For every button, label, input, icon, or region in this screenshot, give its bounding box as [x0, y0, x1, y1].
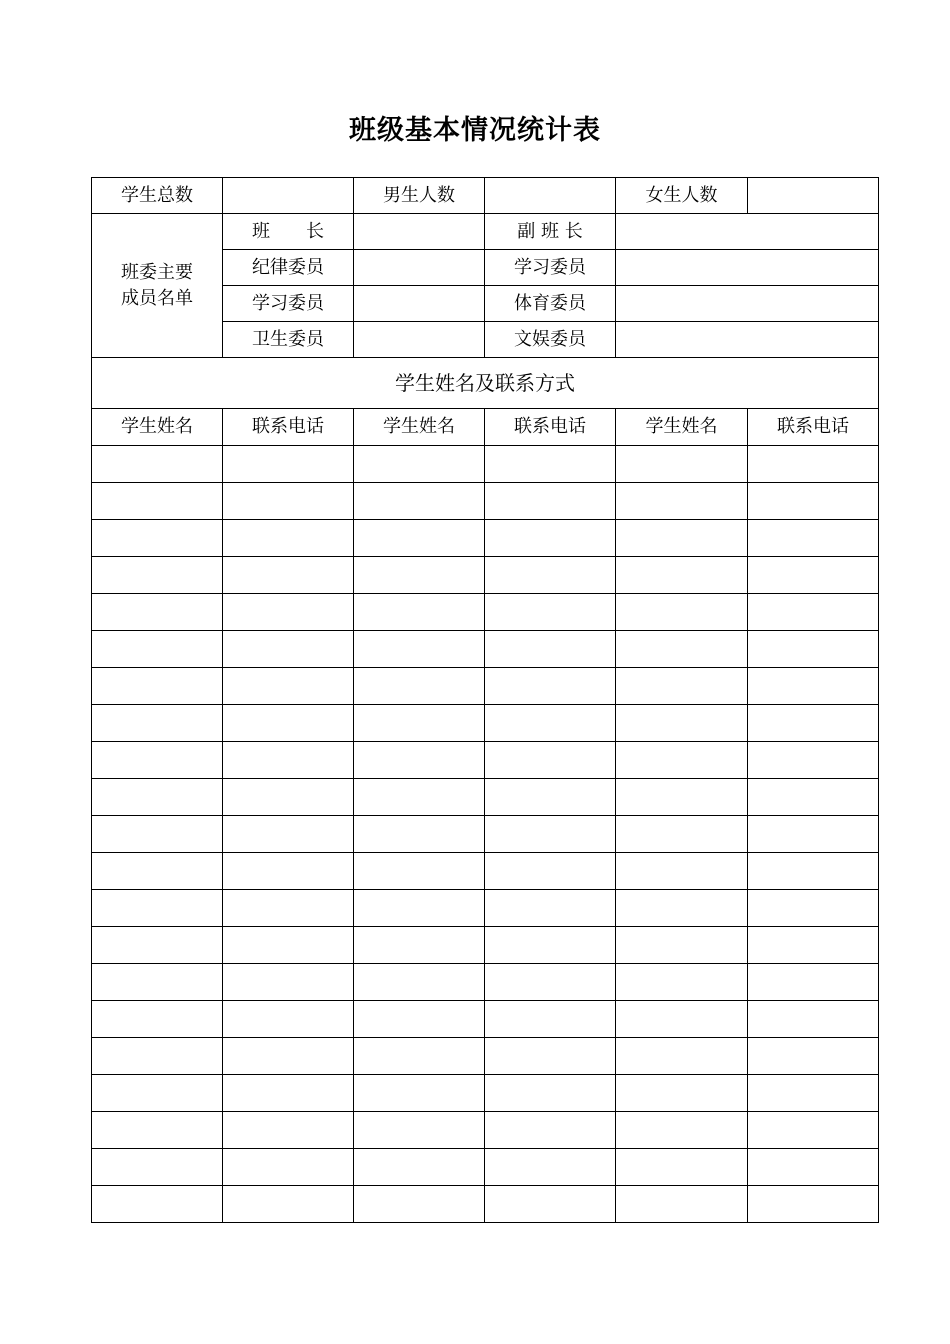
student-name-cell[interactable] [616, 1038, 748, 1075]
student-name-cell[interactable] [616, 1001, 748, 1038]
student-name-cell[interactable] [354, 1038, 485, 1075]
phone-cell[interactable] [485, 520, 616, 557]
committee-role-left: 学习委员 [223, 286, 354, 322]
phone-cell[interactable] [223, 1149, 354, 1186]
student-name-cell[interactable] [354, 668, 485, 705]
column-header-name: 学生姓名 [616, 409, 748, 446]
student-name-cell[interactable] [92, 1112, 223, 1149]
student-name-cell[interactable] [354, 779, 485, 816]
committee-role-right: 副 班 长 [485, 214, 616, 250]
phone-cell[interactable] [748, 1186, 879, 1223]
committee-role-left: 卫生委员 [223, 322, 354, 358]
student-name-cell[interactable] [616, 557, 748, 594]
phone-cell[interactable] [485, 1075, 616, 1112]
student-name-cell[interactable] [92, 1186, 223, 1223]
phone-cell[interactable] [748, 1112, 879, 1149]
student-name-cell[interactable] [92, 483, 223, 520]
class-stats-table [91, 177, 879, 1223]
committee-role-right: 学习委员 [485, 250, 616, 286]
phone-cell[interactable] [223, 1112, 354, 1149]
table-row [92, 853, 879, 890]
phone-cell[interactable] [748, 927, 879, 964]
phone-cell[interactable] [485, 779, 616, 816]
page-title: 班级基本情况统计表 [349, 115, 601, 146]
table-row [92, 668, 879, 705]
student-name-cell[interactable] [92, 1038, 223, 1075]
phone-cell[interactable] [748, 1075, 879, 1112]
committee-name-right[interactable] [616, 250, 879, 286]
column-header-name: 学生姓名 [92, 409, 223, 446]
committee-name-left[interactable] [354, 322, 485, 358]
summary-row [92, 178, 879, 214]
phone-cell[interactable] [485, 853, 616, 890]
phone-cell[interactable] [485, 705, 616, 742]
committee-role-right: 文娱委员 [485, 322, 616, 358]
female-students-label: 女生人数 [616, 178, 748, 214]
phone-cell[interactable] [223, 594, 354, 631]
student-name-cell[interactable] [354, 594, 485, 631]
phone-cell[interactable] [485, 742, 616, 779]
committee-name-left[interactable] [354, 250, 485, 286]
column-header-phone: 联系电话 [748, 409, 879, 446]
student-name-cell[interactable] [354, 1075, 485, 1112]
phone-cell[interactable] [748, 853, 879, 890]
student-name-cell[interactable] [92, 594, 223, 631]
phone-cell[interactable] [485, 483, 616, 520]
student-name-cell[interactable] [92, 853, 223, 890]
table-row [92, 927, 879, 964]
student-name-cell[interactable] [616, 1149, 748, 1186]
table-row [92, 705, 879, 742]
phone-cell[interactable] [748, 705, 879, 742]
phone-cell[interactable] [223, 890, 354, 927]
table-row [92, 1112, 879, 1149]
phone-cell[interactable] [748, 1038, 879, 1075]
student-name-cell[interactable] [616, 742, 748, 779]
student-name-cell[interactable] [354, 742, 485, 779]
table-row [92, 1075, 879, 1112]
phone-cell[interactable] [223, 964, 354, 1001]
phone-cell[interactable] [223, 631, 354, 668]
student-name-cell[interactable] [354, 1112, 485, 1149]
phone-cell[interactable] [223, 816, 354, 853]
student-name-cell[interactable] [354, 1149, 485, 1186]
student-name-cell[interactable] [616, 705, 748, 742]
male-students-value[interactable] [485, 178, 616, 214]
student-name-cell[interactable] [616, 483, 748, 520]
table-row [92, 816, 879, 853]
phone-cell[interactable] [485, 964, 616, 1001]
student-name-cell[interactable] [354, 446, 485, 483]
committee-name-right[interactable] [616, 214, 879, 250]
phone-cell[interactable] [748, 890, 879, 927]
contacts-section-title: 学生姓名及联系方式 [92, 358, 879, 409]
student-name-cell[interactable] [616, 446, 748, 483]
student-name-cell[interactable] [92, 1075, 223, 1112]
student-name-cell[interactable] [616, 594, 748, 631]
student-name-cell[interactable] [616, 1112, 748, 1149]
phone-cell[interactable] [748, 631, 879, 668]
phone-cell[interactable] [748, 520, 879, 557]
student-name-cell[interactable] [616, 890, 748, 927]
table-row [92, 779, 879, 816]
student-name-cell[interactable] [354, 853, 485, 890]
student-name-cell[interactable] [92, 705, 223, 742]
phone-cell[interactable] [223, 483, 354, 520]
phone-cell[interactable] [485, 1038, 616, 1075]
student-name-cell[interactable] [616, 779, 748, 816]
table-row [92, 483, 879, 520]
phone-cell[interactable] [223, 853, 354, 890]
phone-cell[interactable] [223, 446, 354, 483]
phone-cell[interactable] [748, 446, 879, 483]
phone-cell[interactable] [485, 1186, 616, 1223]
phone-cell[interactable] [223, 779, 354, 816]
student-name-cell[interactable] [92, 1001, 223, 1038]
phone-cell[interactable] [485, 1112, 616, 1149]
phone-cell[interactable] [485, 631, 616, 668]
table-row [92, 964, 879, 1001]
student-name-cell[interactable] [354, 520, 485, 557]
table-row [92, 557, 879, 594]
phone-cell[interactable] [223, 557, 354, 594]
table-row [92, 520, 879, 557]
phone-cell[interactable] [223, 742, 354, 779]
phone-cell[interactable] [223, 927, 354, 964]
committee-role-right: 体育委员 [485, 286, 616, 322]
phone-cell[interactable] [748, 594, 879, 631]
student-name-cell[interactable] [616, 853, 748, 890]
committee-name-right[interactable] [616, 286, 879, 322]
table-row [92, 742, 879, 779]
phone-cell[interactable] [223, 705, 354, 742]
phone-cell[interactable] [223, 520, 354, 557]
student-name-cell[interactable] [92, 557, 223, 594]
phone-cell[interactable] [485, 890, 616, 927]
student-name-cell[interactable] [354, 927, 485, 964]
phone-cell[interactable] [223, 1001, 354, 1038]
phone-cell[interactable] [748, 779, 879, 816]
column-header-phone: 联系电话 [485, 409, 616, 446]
phone-cell[interactable] [485, 557, 616, 594]
student-name-cell[interactable] [616, 964, 748, 1001]
phone-cell[interactable] [748, 1149, 879, 1186]
phone-cell[interactable] [223, 1075, 354, 1112]
phone-cell[interactable] [748, 816, 879, 853]
table-row [92, 1149, 879, 1186]
contacts-header-row [92, 409, 879, 446]
female-students-value[interactable] [748, 178, 879, 214]
committee-name-left[interactable] [354, 214, 485, 250]
student-name-cell[interactable] [616, 668, 748, 705]
committee-role-left: 班 长 [223, 214, 354, 250]
table-row [92, 1038, 879, 1075]
phone-cell[interactable] [223, 1186, 354, 1223]
student-name-cell[interactable] [92, 520, 223, 557]
phone-cell[interactable] [748, 483, 879, 520]
table-row [92, 1001, 879, 1038]
student-name-cell[interactable] [354, 483, 485, 520]
committee-label-line1: 班委主要 [121, 261, 193, 283]
student-name-cell[interactable] [354, 557, 485, 594]
student-name-cell[interactable] [616, 1186, 748, 1223]
student-name-cell[interactable] [616, 520, 748, 557]
committee-row [92, 214, 879, 250]
student-name-cell[interactable] [354, 1001, 485, 1038]
table-row [92, 890, 879, 927]
phone-cell[interactable] [485, 594, 616, 631]
phone-cell[interactable] [485, 816, 616, 853]
student-name-cell[interactable] [92, 816, 223, 853]
phone-cell[interactable] [223, 668, 354, 705]
phone-cell[interactable] [748, 742, 879, 779]
phone-cell[interactable] [485, 1001, 616, 1038]
committee-label [92, 214, 223, 358]
committee-role-left: 纪律委员 [223, 250, 354, 286]
student-name-cell[interactable] [92, 890, 223, 927]
student-name-cell[interactable] [616, 816, 748, 853]
phone-cell[interactable] [748, 668, 879, 705]
committee-label-line2: 成员名单 [121, 287, 193, 309]
student-name-cell[interactable] [354, 705, 485, 742]
table-row [92, 631, 879, 668]
contacts-section-row [92, 358, 879, 409]
phone-cell[interactable] [485, 1149, 616, 1186]
student-name-cell[interactable] [616, 631, 748, 668]
student-name-cell[interactable] [92, 446, 223, 483]
column-header-name: 学生姓名 [354, 409, 485, 446]
student-name-cell[interactable] [354, 964, 485, 1001]
phone-cell[interactable] [223, 1038, 354, 1075]
student-name-cell[interactable] [92, 668, 223, 705]
phone-cell[interactable] [748, 1001, 879, 1038]
table-row [92, 594, 879, 631]
phone-cell[interactable] [485, 446, 616, 483]
student-name-cell[interactable] [92, 927, 223, 964]
table-row [92, 446, 879, 483]
student-name-cell[interactable] [92, 631, 223, 668]
committee-name-right[interactable] [616, 322, 879, 358]
student-name-cell[interactable] [92, 964, 223, 1001]
student-name-cell[interactable] [354, 816, 485, 853]
student-name-cell[interactable] [354, 890, 485, 927]
student-name-cell[interactable] [354, 1186, 485, 1223]
student-name-cell[interactable] [92, 1149, 223, 1186]
student-name-cell[interactable] [616, 927, 748, 964]
column-header-phone: 联系电话 [223, 409, 354, 446]
phone-cell[interactable] [748, 964, 879, 1001]
student-name-cell[interactable] [92, 779, 223, 816]
student-name-cell[interactable] [92, 742, 223, 779]
total-students-label: 学生总数 [92, 178, 223, 214]
male-students-label: 男生人数 [354, 178, 485, 214]
committee-name-left[interactable] [354, 286, 485, 322]
student-name-cell[interactable] [616, 1075, 748, 1112]
phone-cell[interactable] [485, 927, 616, 964]
phone-cell[interactable] [485, 668, 616, 705]
table-row [92, 1186, 879, 1223]
total-students-value[interactable] [223, 178, 354, 214]
student-name-cell[interactable] [354, 631, 485, 668]
phone-cell[interactable] [748, 557, 879, 594]
